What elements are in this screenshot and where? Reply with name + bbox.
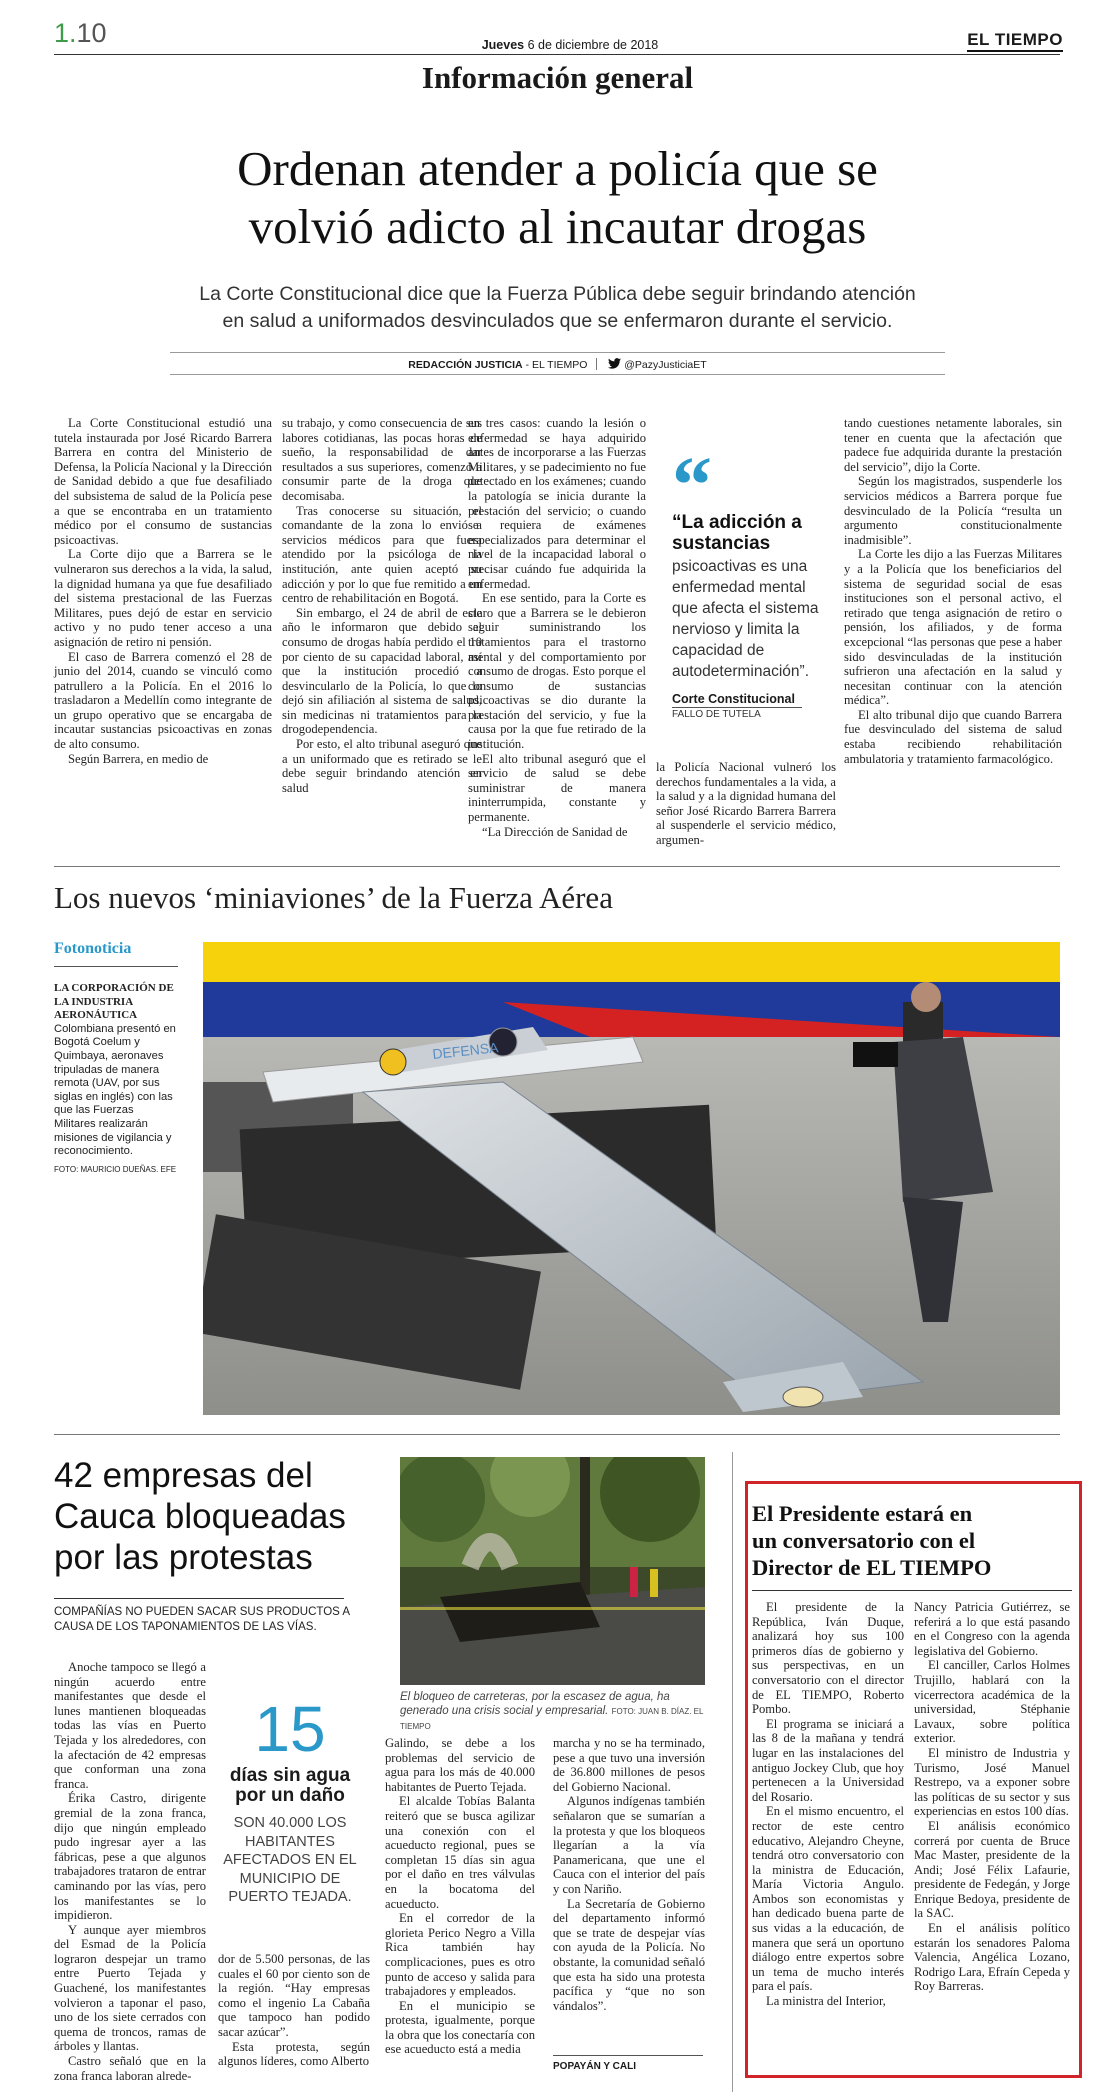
presidente-headline-line: Director de EL TIEMPO: [752, 1555, 992, 1580]
header-rule: [54, 54, 1060, 55]
pull-quote: [672, 442, 827, 720]
presidente-rule: [752, 1590, 1072, 1591]
cauca-column-2: [218, 1952, 370, 2069]
lead-deck: [160, 281, 955, 335]
paragraph: El alto tribunal dijo que cuando Barrera fue desvinculado del sistema de salud estaba recibiendo rehabilitación ambulatoria y tratamiento farmacológico.: [844, 707, 1062, 766]
paragraph: La Corte les dijo a las Fuerzas Militares y a la Policía que los beneficiarios del sistema de seguridad social de esas instituciones son el personal activo, el retirado que tenga asignación de retiro o pensión, los afiliados, y de forma excepcional “las personas que pese a haber sido desvinculadas de la institución sufrieron una afectación en la salud y necesitan continuar con la atención médica”.: [844, 547, 1062, 708]
roadblock-caption: [400, 1690, 705, 1734]
paragraph: Tras conocerse su situación, el comandante de la zona lo envió a servicios médicos para que fuera atendido por la psicóloga de la institución, ante quien aceptó su adicción y por lo que fue remitido a un centro de rehabilitación en Bogotá.: [282, 503, 482, 606]
paragraph: La Secretaría de Gobierno del departamento informó que se trate de despejar vías con ayuda de la Policía. No obstante, la comunidad señaló que esta ha sido una protesta pacífica y “que no son vándalos”.: [553, 1896, 705, 2013]
caption-lead: LA CORPORACIÓN DE LA INDUSTRIA AERONÁUTICA: [54, 982, 174, 1022]
stat-number: 15: [254, 1693, 326, 1765]
drone-photo: [203, 942, 1060, 1415]
cauca-column-3: [385, 1736, 535, 2057]
page-number-suffix: 10: [76, 18, 107, 48]
paragraph: en tres casos: cuando la lesión o enfermedad se haya adquirido antes de incorporarse a las Fuerzas Militares, y se padecimiento no fue detectado en los exámenes; cuando la patología se inicia durante la prestación del servicio; o cuando se requiera de exámenes especializados para determinar el nivel de la incapacidad laboral o precisar cuándo fue adquirida la enfermedad.: [468, 416, 646, 591]
paragraph: El programa se iniciará a las 8 de la mañana y tendrá lugar en las instalaciones del antiguo Jockey Club, que hoy pertenecen a la Universidad del Rosario.: [752, 1716, 904, 1804]
photo-credit: FOTO: MAURICIO DUEÑAS. EFE: [54, 1164, 177, 1174]
paragraph: Érika Castro, dirigente gremial de la zona franca, dijo que ningún empleado pudo ingresar ayer a las fábricas, pese a que algunos trabajadores trataron de entrar caminando por las vías, pero los manifestantes se lo impidieron.: [54, 1791, 206, 1923]
paragraph: Castro señaló que en la zona franca laboran alrede-: [54, 2054, 206, 2083]
byline-top-rule: [170, 352, 945, 353]
presidente-headline: [752, 1500, 1072, 1581]
roadblock-photo-illustration: [400, 1457, 705, 1685]
paragraph: El ministro de Industria y Turismo, José Manuel Restrepo, va a exponer sobre las políticas de su sector y sus experiencias en estos 100 días.: [914, 1745, 1070, 1819]
stat-headline-line: por un daño: [235, 1785, 345, 1806]
section-divider: [54, 866, 1060, 867]
paragraph: La ministra del Interior,: [766, 1994, 886, 2009]
page-number: [54, 18, 107, 49]
paragraph: En el municipio se protesta, igualmente, porque la obra que los conectaría con ese acueducto está a media: [385, 1998, 536, 2057]
lead-column-1: [54, 416, 272, 766]
photo-caption: [54, 982, 178, 1176]
paragraph: El análisis económico correrá por cuenta de Bruce Mac Master, presidente de la Andi; José Félix Lafaurie, presidente de Fedegán, y Jorge Enrique Bedoya, presidente de la SAC.: [914, 1818, 1070, 1921]
masthead-brand: EL TIEMPO: [967, 30, 1063, 52]
pull-quote-head-line: sustancias: [672, 533, 771, 554]
byline-paper: - EL TIEMPO: [522, 359, 588, 371]
issue-day: Jueves: [481, 38, 525, 52]
lead-headline-line: Ordenan atender a policía que se: [237, 141, 878, 196]
roadblock-photo: [400, 1457, 705, 1685]
lead-column-2: [282, 416, 482, 795]
presidente-column-1: [752, 1600, 904, 2009]
issue-date: [440, 38, 700, 52]
cauca-rule: [54, 1598, 344, 1599]
twitter-handle: @PazyJusticiaET: [624, 359, 707, 371]
pull-quote-head: [672, 512, 827, 554]
paragraph: Anoche tampoco se llegó a ningún acuerdo entre manifestantes que desde el lunes mantienen bloqueadas todas las vías en Puerto Tejada y los alrededores, con la afectación de 42 empresas que conforman una zona franca.: [54, 1660, 206, 1791]
paragraph: Según Barrera, en medio de: [68, 751, 209, 766]
paragraph: El canciller, Carlos Holmes Trujillo, hablará con la vicerrectora académica de la universidad, Stéphanie Lavaux, sobre política exterior.: [914, 1658, 1070, 1746]
paragraph: Según los magistrados, suspenderle los servicios médicos a Barrera porque fue desvinculado de la Policía “resulta un argumento constitucionalmente inadmisible”.: [844, 474, 1062, 547]
pull-quote-role: FALLO DE TUTELA: [672, 709, 761, 720]
byline-separator: [596, 358, 597, 370]
column-divider: [732, 1452, 733, 2092]
byline-bottom-rule: [170, 374, 945, 375]
drone-photo-illustration: [203, 942, 1060, 1415]
lead-byline: [170, 358, 945, 371]
lead-deck-line: La Corte Constitucional dice que la Fuerza Pública debe seguir brindando atención: [199, 283, 916, 305]
paragraph: tando cuestiones netamente laborales, sin tener en cuenta que la afectación que padece fue adquirida durante la prestación del servicio”, dijo la Corte.: [844, 416, 1062, 474]
paragraph: El alcalde Tobías Balanta reiteró que se busca agilizar una conexión con el acueducto regional, pues se completan 15 días sin agua por el daño en tres válvulas en la bocatoma del acueducto.: [385, 1794, 535, 1911]
cauca-subhead: COMPAÑÍAS NO PUEDEN SACAR SUS PRODUCTOS A CAUSA DE LOS TAPONAMIENTOS DE LAS VÍAS.: [54, 1606, 350, 1633]
lead-column-3: [468, 416, 646, 839]
lead-deck-line: en salud a uniformados desvinculados que se enfermaron durante el servicio.: [222, 310, 893, 332]
cauca-headline-line: Cauca bloqueadas: [54, 1497, 346, 1536]
section-divider: [54, 1434, 1060, 1435]
photo-credit: FOTO: JUAN B. DÍAZ. EL TIEMPO: [400, 1707, 704, 1731]
cauca-headline: [54, 1455, 354, 1578]
paragraph: El caso de Barrera comenzó el 28 de junio del 2014, cuando se vinculó como patrullero a la Policía. En el 2016 lo trasladaron a Medellín como integrante de un grupo operativo que se encargaba de incautar sustancias psicoactivas en zonas de alto consumo.: [54, 649, 272, 752]
photo-kicker: Fotonoticia: [54, 940, 132, 957]
paragraph: La Corte dijo que a Barrera se le vulneraron sus derechos a la vida, la salud, la dignidad humana ya que fue desafiliado del sistema prestacional de las Fuerzas Militares, pues dejó de estar en servicio activo y no pudo tener acceso a una asignación de retiro ni pensión.: [54, 547, 272, 649]
paragraph: su trabajo, y como consecuencia de sus labores cotidianas, las pocas horas de sueño, la responsabilidad de dar resultados a sus superiores, comenzó a consumir parte de la droga que decomisaba.: [282, 416, 482, 503]
paragraph: Por esto, el alto tribunal aseguró que a un uniformado que es retirado se le debe seguir brindando atención en salud: [282, 737, 482, 795]
page-number-prefix: 1.: [54, 18, 77, 48]
wing-text: DEFENSA: [431, 1039, 500, 1062]
paragraph: Algunos indígenas también señalaron que se sumarían a la protesta y que los bloqueos llegarían a la vía Panamericana, que une el Cauca con el interior del país y con Nariño.: [553, 1794, 705, 1896]
paragraph: dor de 5.500 personas, de las cuales el 60 por ciento son de la región. “Hay empresas como el ingenio La Cabaña que tampoco han podido sacar azúcar”.: [218, 1952, 370, 2039]
paragraph: marcha y no se ha terminado, pese a que tuvo una inversión de 36.800 millones de pesos del Gobierno Nacional.: [553, 1736, 705, 1794]
pull-quote-rule: [672, 707, 802, 708]
lead-column-4: [656, 760, 836, 848]
paragraph: Esta protesta, según algunos líderes, como Alberto: [218, 2039, 370, 2069]
kicker-rule: [54, 966, 178, 967]
paragraph: El presidente de la República, Iván Duque, analizará hoy sus 100 primeros días de gobierno y sus perspectivas, en un conversatorio con el director de EL TIEMPO, Roberto Pombo.: [752, 1600, 904, 1717]
pull-quote-head-line: “La adicción a: [672, 512, 802, 533]
paragraph: La Corte Constitucional estudió una tutela instaurada por José Ricardo Barrera Barrera en contra del Ministerio de Defensa, la Policía Nacional y la Dirección de Sanidad debido a que fue desafiliado del subsistema de salud de la Policía pese a que se encontraba en un tratamiento médico por el consumo de sustancias psicoactivas.: [54, 416, 272, 547]
cauca-column-4: [553, 1736, 705, 2013]
paragraph: En el análisis político estarán los senadores Paloma Valencia, Angélica Lozano, Rodrigo Lara, Efraín Cepeda y Roy Barreras.: [914, 1921, 1070, 1994]
paragraph: Y aunque ayer miembros del Esmad de la Policía lograron despejar un tramo entre Puerto Tejada y Guachené, los manifestantes volvieron a taponar el paso, uno de los siete cerrados con quema de troncos, ramas de árboles y llantas.: [54, 1922, 206, 2054]
section-title: Información general: [421, 60, 694, 95]
caption-text: Colombiana presentó en Bogotá Coelum y Quimbaya, aeronaves tripuladas de manera remota (UAV, por sus siglas en inglés) con las que las Fuerzas Militares realizarán misiones de vigilancia y reconocimiento.: [54, 1022, 176, 1158]
paragraph: Nancy Patricia Gutiérrez, se referirá a lo que está pasando en el Congreso con la agenda legislativa del Gobierno.: [914, 1600, 1070, 1658]
presidente-headline-line: El Presidente estará en: [752, 1501, 973, 1526]
lead-column-5: [844, 416, 1062, 766]
quote-mark-icon: “: [672, 442, 712, 530]
paragraph: Galindo, se debe a los problemas del servicio de agua para los más de 40.000 habitantes de Puerto Tejada.: [385, 1736, 535, 1794]
lead-headline: [120, 140, 995, 256]
dateline-rule: [553, 2055, 703, 2056]
cauca-column-1: [54, 1660, 206, 2083]
paragraph: El alto tribunal aseguró que el servicio de salud se debe suministrar de manera ininterrumpida, constante y permanente.: [468, 751, 646, 825]
photo-story-headline: Los nuevos ‘miniaviones’ de la Fuerza Aérea: [54, 880, 613, 915]
caption-text: El bloqueo de carreteras, por la escasez de agua, ha generado una crisis social y empresarial.: [400, 1691, 670, 1717]
presidente-headline-line: un conversatorio con el: [752, 1528, 976, 1553]
cauca-headline-line: por las protestas: [54, 1538, 313, 1577]
pull-quote-body: psicoactivas es una enfermedad mental que afecta el sistema nervioso y limita la capacidad de autodeterminación”.: [672, 558, 819, 680]
twitter-icon: [608, 358, 621, 369]
stat-headline: [222, 1766, 358, 1806]
presidente-column-2: [914, 1600, 1070, 1994]
stat-body: SON 40.000 LOS HABITANTES AFECTADOS EN EL MUNICIPIO DE PUERTO TEJADA.: [223, 1815, 357, 1905]
issue-date-rest: 6 de diciembre de 2018: [527, 38, 659, 52]
paragraph: Sin embargo, el 24 de abril de este año le informaron que debido al consumo de drogas había perdido el 10 por ciento de su capacidad laboral, así que la institución procedió a desvincularlo de la Policía, lo que lo dejó sin afiliación al sistema de salud, sin medicinas ni tratamientos para la drogodependencia.: [282, 605, 482, 737]
paragraph: En ese sentido, para la Corte es claro que a Barrera se le debieron seguir suministrando los tratamientos para el trastorno mental y del comportamiento por consumo de drogas. Esto porque el consumo de sustancias psicoactivas se dio durante la prestación del servicio, y fue la causa por la que fue retirado de la institución.: [468, 591, 646, 752]
paragraph: la Policía Nacional vulneró los derechos fundamentales a la vida, a la salud y a la dignidad humana del señor José Ricardo Barrera Barrera al suspenderle el servicio médico, argumen-: [656, 760, 836, 847]
story-dateline: POPAYÁN Y CALI: [553, 2061, 636, 2072]
byline-desk: REDACCIÓN JUSTICIA: [408, 359, 523, 371]
pull-quote-author: Corte Constitucional: [672, 692, 795, 706]
paragraph: En el corredor de la glorieta Perico Negro a Villa Rica también hay complicaciones, pues es otro punto de acceso y salida para trabajadores y empleados.: [385, 1911, 535, 1999]
cauca-headline-line: 42 empresas del: [54, 1456, 313, 1495]
paragraph: En el mismo encuentro, el rector de este centro educativo, Alejandro Cheyne, tendrá otro conversatorio con la ministra de Educación, María Victoria Angulo. Ambos son economistas y han dedicado buena parte de sus vidas a la educación, de manera que será un oportuno diálogo entre expertos sobre un tema de mucho interés para el país.: [752, 1804, 904, 1994]
paragraph: “La Dirección de Sanidad de: [482, 824, 628, 839]
stat-headline-line: días sin agua: [229, 1765, 351, 1786]
lead-headline-line: volvió adicto al incautar drogas: [248, 199, 867, 254]
